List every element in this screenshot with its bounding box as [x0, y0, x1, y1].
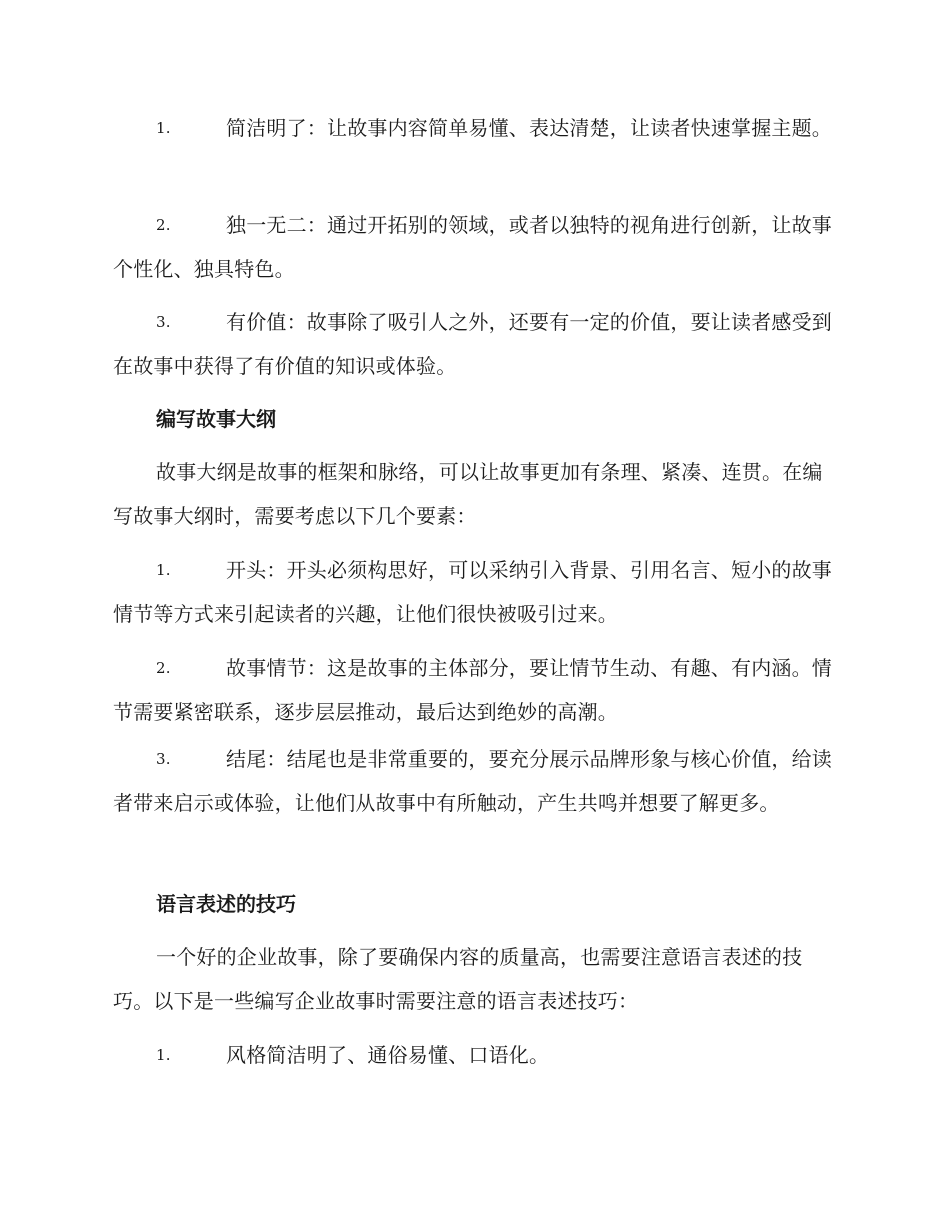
list-number: 1.	[156, 561, 171, 579]
list-item	[113, 203, 835, 291]
section-heading: 编写故事大纲	[156, 407, 276, 431]
list-text: 开头：开头必须构思好，可以采纳引入背景、引用名言、短小的故事情节等方式来引起读者的兴趣，让他们很快被吸引过来。	[113, 558, 832, 626]
list-number: 3.	[156, 750, 171, 768]
list-text: 风格简洁明了、通俗易懂、口语化。	[226, 1043, 550, 1067]
list-item	[113, 646, 835, 734]
list-item	[113, 106, 835, 150]
paragraph: 一个好的企业故事，除了要确保内容的质量高，也需要注意语言表述的技巧。以下是一些编写企业故事时需要注意的语言表述技巧：	[113, 945, 803, 1013]
list-text: 故事情节：这是故事的主体部分，要让情节生动、有趣、有内涵。情节需要紧密联系，逐步层层推动，最后达到绝妙的高潮。	[113, 656, 832, 724]
list-number: 1.	[156, 119, 171, 137]
list-text: 简洁明了：让故事内容简单易懂、表达清楚，让读者快速掌握主题。	[226, 116, 832, 140]
list-text: 有价值：故事除了吸引人之外，还要有一定的价值，要让读者感受到在故事中获得了有价值的知识或体验。	[113, 310, 832, 378]
section-heading: 语言表述的技巧	[156, 892, 296, 916]
list-text: 结尾：结尾也是非常重要的，要充分展示品牌形象与核心价值，给读者带来启示或体验，让他们从故事中有所触动，产生共鸣并想要了解更多。	[113, 747, 832, 815]
list-item	[113, 1033, 835, 1077]
paragraph: 故事大纲是故事的框架和脉络，可以让故事更加有条理、紧凑、连贯。在编写故事大纲时，需要考虑以下几个要素：	[113, 460, 823, 528]
list-text: 独一无二：通过开拓别的领域，或者以独特的视角进行创新，让故事个性化、独具特色。	[113, 213, 832, 281]
list-number: 2.	[156, 659, 171, 677]
list-item	[113, 737, 835, 825]
list-item	[113, 300, 835, 388]
list-number: 2.	[156, 216, 171, 234]
list-number: 1.	[156, 1046, 171, 1064]
list-number: 3.	[156, 313, 171, 331]
list-item	[113, 548, 835, 636]
